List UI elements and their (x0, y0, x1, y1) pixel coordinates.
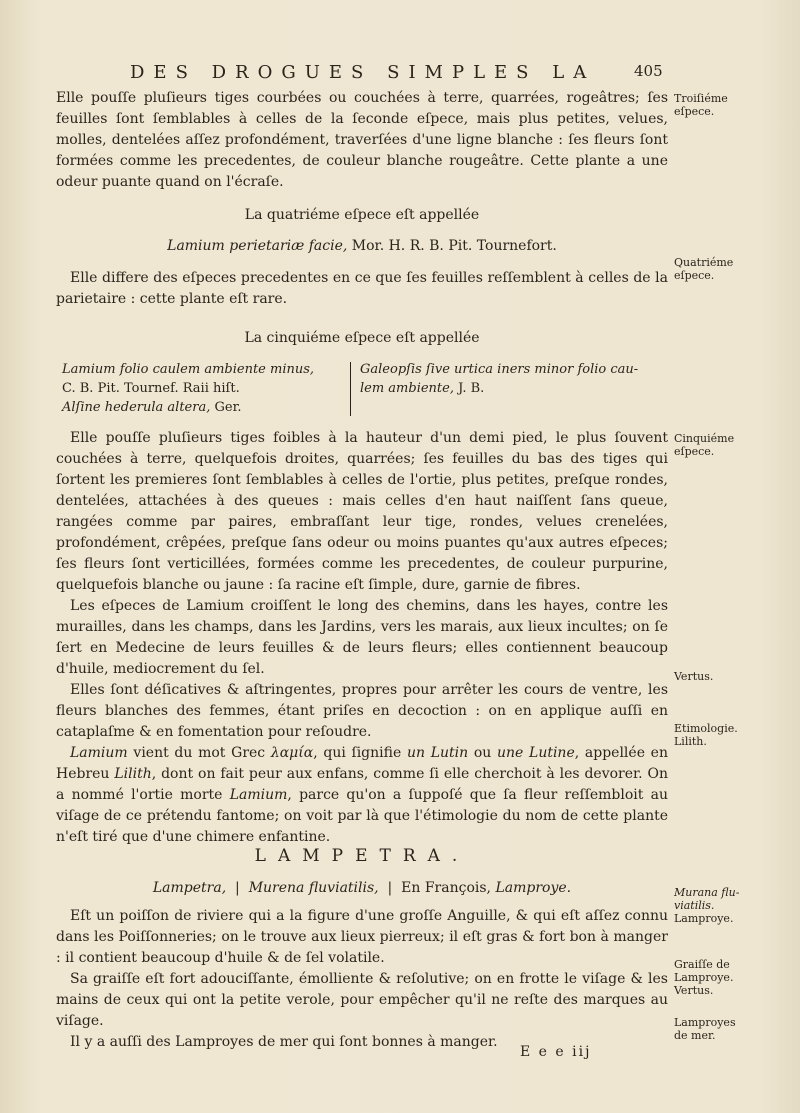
latin-name: Lamium perietariæ facie, (167, 238, 348, 254)
heading-text: La quatriéme eſpece eſt appellée (244, 207, 480, 223)
paragraph-text: Elle pouſſe pluſieurs tiges courbées ou couchées à terre, quarrées, rogeâtres; ſes feuilles ſont ſemblables à celles de la ſeconde eſpece, mais plus petites, velues, molles, dentelées aſſez profondément, traverſées d'une ligne blanche : ſes fleurs ſont formées comme les precedentes, de couleur blanche rougeâtre. Cette plante a une odeur puante quand on l'écraſe. (56, 90, 668, 190)
synonym-quatrieme (56, 236, 668, 257)
paragraph-text: Elles ſont déſicatives & aſtringentes, propres pour arrêter les cours de ventre, les fleurs blanches des femmes, étant priſes en decoction : on en applique auſſi en cataplaſme & en fomentation pour reſoudre. (56, 682, 668, 740)
margin-note-murena: Murana flu- viatilis. Lamproye. (674, 886, 740, 925)
signature-mark: E e e iij (520, 1044, 592, 1060)
latin-name: Lampetra, (152, 880, 227, 896)
page-number: 405 (634, 62, 663, 80)
synonym-right-column (360, 360, 670, 398)
paragraph-text: Sa graiſſe eſt fort adouciſſante, émolliente & reſolutive; on en frotte le viſage & les mains de ceux qui ont la petite verole, pour empêcher qu'il ne reſte des marques au viſage. (56, 971, 668, 1029)
margin-note-cinquieme: Cinquiéme eſpece. (674, 432, 735, 458)
margin-note-etimologie: Etimologie. Lilith. (674, 722, 738, 748)
margin-note-troisieme: Troiſiéme eſpece. (674, 92, 728, 118)
french-name: Lamproye. (495, 880, 572, 896)
running-title: DES DROGUES SIMPLES LA (130, 62, 596, 83)
synonym-left-column (62, 360, 342, 417)
latin-name: lem ambiente, (360, 381, 454, 396)
synonym-authors: Ger. (210, 400, 242, 415)
separator: | (383, 880, 397, 896)
margin-note-graisse: Graiſſe de Lamproye. Vertus. (674, 958, 734, 997)
paragraph-troisieme (56, 88, 668, 193)
paragraph-text: Les eſpeces de Lamium croiſſent le long des chemins, dans les hayes, contre les murailles, dans les champs, dans les Jardins, vers les marais, aux lieux incultes; on ſe ſert en Medecine de leurs feuilles & de leurs fleurs; elles contiennent beaucoup d'huile, mediocrement du ſel. (56, 598, 668, 677)
separator: | (230, 880, 245, 896)
heading-text: La cinquiéme eſpece eſt appellée (244, 330, 480, 346)
paragraph-quatrieme (56, 268, 668, 310)
synonym-authors: Mor. H. R. B. Pit. Tournefort. (347, 238, 557, 254)
margin-note-vertus: Vertus. (674, 670, 714, 683)
heading-cinquieme (56, 328, 668, 349)
latin-name: Lamium folio caulem ambiente minus, (62, 362, 315, 377)
synonym-authors: J. B. (453, 381, 485, 396)
synonym-lampetra (56, 878, 668, 899)
latin-name: Murena fluviatilis, (248, 880, 379, 896)
margin-note-lamproyes-mer: Lamproyes de mer. (674, 1016, 736, 1042)
section-title (56, 846, 668, 867)
column-divider (350, 362, 351, 416)
synonym-authors: C. B. Pit. Tournef. Raii hiſt. (62, 381, 240, 396)
paragraph-cinquieme (56, 428, 668, 848)
paragraph-text: Elle pouſſe pluſieurs tiges foibles à la hauteur d'un demi pied, le plus ſouvent couchées à terre, quelquefois droites, quarrées; ſes feuilles du bas des tiges qui ſortent les premieres ſont ſemblables à celles de l'ortie, plus petites, preſque rondes, dentelées, attachées à des queues : mais celles d'en haut naiſſent ſans queue, rangées comme par paires, embraſſant leur tige, rondes, velues crenelées, profondément, crêpées, preſque ſans odeur ou moins puantes qu'aux autres eſpeces; ſes fleurs ſont verticillées, formées comme les precedentes, de couleur purpurine, quelquefois blanche ou jaune : ſa racine eſt ſimple, dure, garnie de fibres. (56, 430, 668, 593)
section-title-text: LAMPETRA. (254, 846, 470, 866)
french-label: En François, (401, 880, 491, 896)
paragraph-text: Eſt un poiſſon de riviere qui a la figure d'une groſſe Anguille, & qui eſt aſſez connu dans les Poiſſonneries; on le trouve aux lieux pierreux; il eſt gras & fort bon à manger : il contient beaucoup d'huile & de ſel volatile. (56, 908, 668, 966)
paragraph-text: Elle differe des eſpeces precedentes en ce que ſes feuilles reſſemblent à celles de la parietaire : cette plante eſt rare. (56, 270, 668, 307)
margin-note-quatrieme: Quatriéme eſpece. (674, 256, 734, 282)
paragraph-text: Il y a auſſi des Lamproyes de mer qui ſont bonnes à manger. (70, 1034, 498, 1050)
paragraph-lampetra (56, 906, 668, 1053)
heading-quatrieme (56, 205, 668, 226)
paragraph-etymology: Lamium vient du mot Grec λαμία, qui ſignifie un Lutin ou une Lutine, appellée en Hebreu Lilith, dont on fait peur aux enfans, comme ſi elle cherchoit à les devorer. On a nommé l'ortie morte Lamium, parce qu'on a ſuppoſé que ſa fleur reſſembloit au viſage de ce prétendu fantome; on voit par là que l'étimologie du nom de cette plante n'eſt tiré que d'une chimere enfantine. (56, 745, 669, 845)
latin-name: Galeopſis ſive urtica iners minor folio cau- (360, 362, 639, 377)
latin-name: Alſine hederula altera, (62, 400, 211, 415)
